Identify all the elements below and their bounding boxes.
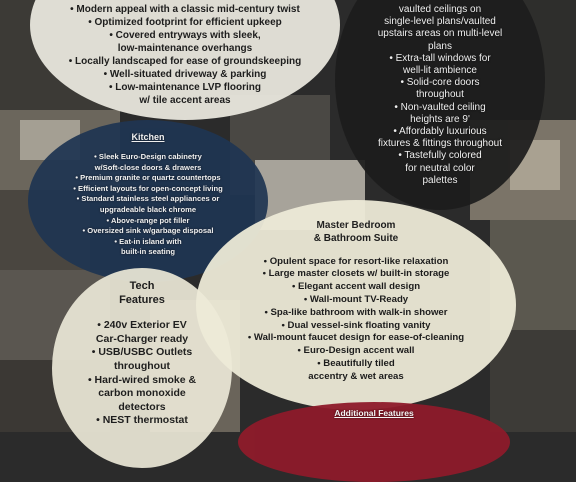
master-suite-feature-line: • Large master closets w/ built-in storage [262, 268, 450, 280]
interior-feature-line: single-level plans/vaulted [384, 16, 496, 28]
interior-feature-line: throughout [416, 89, 464, 101]
interior-feature-line: • Affordably luxurious [393, 126, 487, 138]
kitchen-feature-line: built-in seating [121, 247, 175, 257]
master-suite-feature-line: • Wall-mount TV-Ready [303, 293, 409, 305]
tech-feature-line: • 240v Exterior EV [97, 319, 187, 332]
master-suite-feature-line: • Dual vessel-sink floating vanity [281, 319, 431, 331]
interior-feature-line: • Extra-tall windows for [389, 52, 491, 64]
interior-feature-line: palettes [422, 174, 458, 186]
kitchen-title: Kitchen [131, 132, 165, 142]
master-suite-feature-line: • Opulent space for resort-like relaxation [263, 255, 449, 267]
master-suite-feature-line: • Euro-Design accent wall [297, 345, 415, 357]
kitchen-feature-line: • Oversized sink w/garbage disposal [82, 226, 214, 236]
master-suite-feature-line: • Elegant accent wall design [291, 281, 421, 293]
tech-feature-line: Car-Charger ready [95, 332, 189, 345]
interior-feature-line: fixtures & fittings throughout [378, 138, 502, 150]
exterior-feature-line: low-maintenance overhangs [117, 43, 253, 54]
kitchen-feature-line: • Standard stainless steel appliances or [76, 194, 220, 204]
interior-feature-line: well-lit ambience [403, 65, 477, 77]
exterior-features-bubble [30, 0, 340, 120]
exterior-feature-line: w/ tile accent areas [139, 95, 231, 106]
tech-feature-line: detectors [118, 400, 166, 413]
master-suite-feature-line: accentry & wet areas [308, 370, 404, 382]
additional-features-bubble [238, 402, 510, 482]
exterior-feature-line: • Well-situated driveway & parking [103, 69, 267, 80]
interior-feature-line: • Non-vaulted ceiling [394, 101, 486, 113]
exterior-feature-line: • Optimized footprint for efficient upkeep [88, 17, 282, 28]
interior-feature-line: vaulted ceilings on [398, 4, 482, 15]
exterior-feature-line: • Covered entryways with sleek, [109, 30, 261, 41]
tech-feature-line: carbon monoxide [98, 387, 186, 400]
interior-features-bubble [335, 0, 545, 210]
interior-feature-line: • Solid-core doors [400, 77, 480, 89]
master-suite-features-bubble [196, 200, 516, 410]
interior-feature-line: plans [428, 40, 452, 52]
tech-title-line: Features [119, 293, 165, 306]
master-suite-title-line: & Bathroom Suite [313, 232, 399, 244]
tech-title-line: Tech [129, 280, 155, 292]
kitchen-feature-line: w/Soft-close doors & drawers [94, 162, 202, 172]
tech-feature-line: throughout [114, 359, 170, 372]
exterior-feature-line: • Low-maintenance LVP flooring [108, 82, 262, 93]
kitchen-feature-line: upgradeable black chrome [99, 204, 197, 214]
tech-feature-line: • USB/USBC Outlets [91, 346, 193, 359]
interior-feature-line: for neutral color [405, 162, 475, 174]
exterior-feature-line: • Modern appeal with a classic mid-century twist [70, 4, 300, 15]
additional-features-title: Additional Features [334, 408, 414, 418]
kitchen-feature-line: • Eat-in island with [114, 236, 182, 246]
kitchen-feature-line: • Sleek Euro-Design cabinetry [94, 152, 202, 161]
kitchen-feature-line: • Efficient layouts for open-concept living [73, 183, 223, 193]
interior-feature-line: heights are 9' [410, 113, 470, 125]
kitchen-feature-line: • Premium granite or quartz countertops [75, 173, 221, 183]
exterior-feature-line: • Locally landscaped for ease of groundskeeping [68, 56, 302, 67]
master-suite-title-line: Master Bedroom [316, 220, 396, 231]
tech-feature-line: • NEST thermostat [96, 414, 188, 427]
interior-feature-line: upstairs areas on multi-level [377, 28, 503, 40]
tech-feature-line: • Hard-wired smoke & [87, 373, 197, 386]
interior-feature-line: • Tastefully colored [398, 150, 482, 162]
master-suite-feature-line: • Beautifully tiled [317, 357, 395, 369]
master-suite-feature-line: • Spa-like bathroom with walk-in shower [264, 306, 448, 318]
kitchen-feature-line: • Above-range pot filler [106, 215, 190, 225]
master-suite-feature-line: • Wall-mount faucet design for ease-of-cleaning [247, 332, 465, 344]
